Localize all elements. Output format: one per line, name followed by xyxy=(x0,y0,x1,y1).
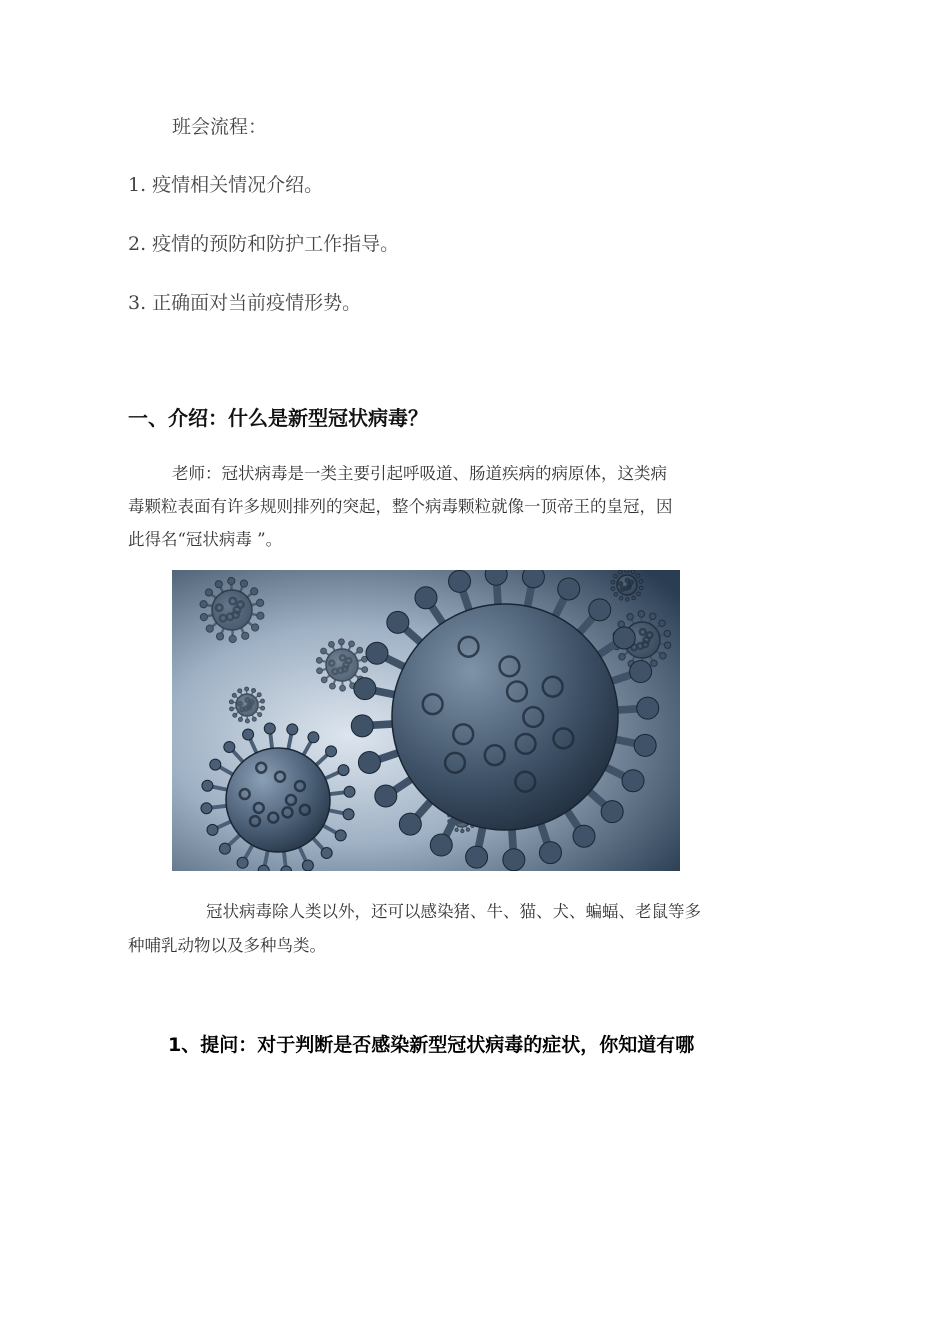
paragraph-line: 此得名“冠状病毒 ”。 xyxy=(128,530,283,549)
flow-title: 班会流程： xyxy=(172,116,268,138)
coronavirus-image xyxy=(172,570,680,871)
flow-item-1: 1. 疫情相关情况介绍。 xyxy=(128,174,324,196)
flow-item-3: 3. 正确面对当前疫情形势。 xyxy=(128,292,362,314)
paragraph-line: 老师：冠状病毒是一类主要引起呼吸道、肠道疾病的病原体，这类病 xyxy=(172,464,667,483)
paragraph-line: 冠状病毒除人类以外，还可以感染猪、牛、猫、犬、蝙蝠、老鼠等多 xyxy=(206,902,701,921)
section-heading: 一、介绍：什么是新型冠状病毒？ xyxy=(128,406,428,430)
question-heading: 1、提问：对于判断是否感染新型冠状病毒的症状，你知道有哪 xyxy=(168,1034,695,1056)
paragraph-line: 毒颗粒表面有许多规则排列的突起，整个病毒颗粒就像一顶帝王的皇冠，因 xyxy=(128,497,673,516)
flow-item-2: 2. 疫情的预防和防护工作指导。 xyxy=(128,233,400,255)
paragraph-line: 种哺乳动物以及多种鸟类。 xyxy=(128,936,326,955)
